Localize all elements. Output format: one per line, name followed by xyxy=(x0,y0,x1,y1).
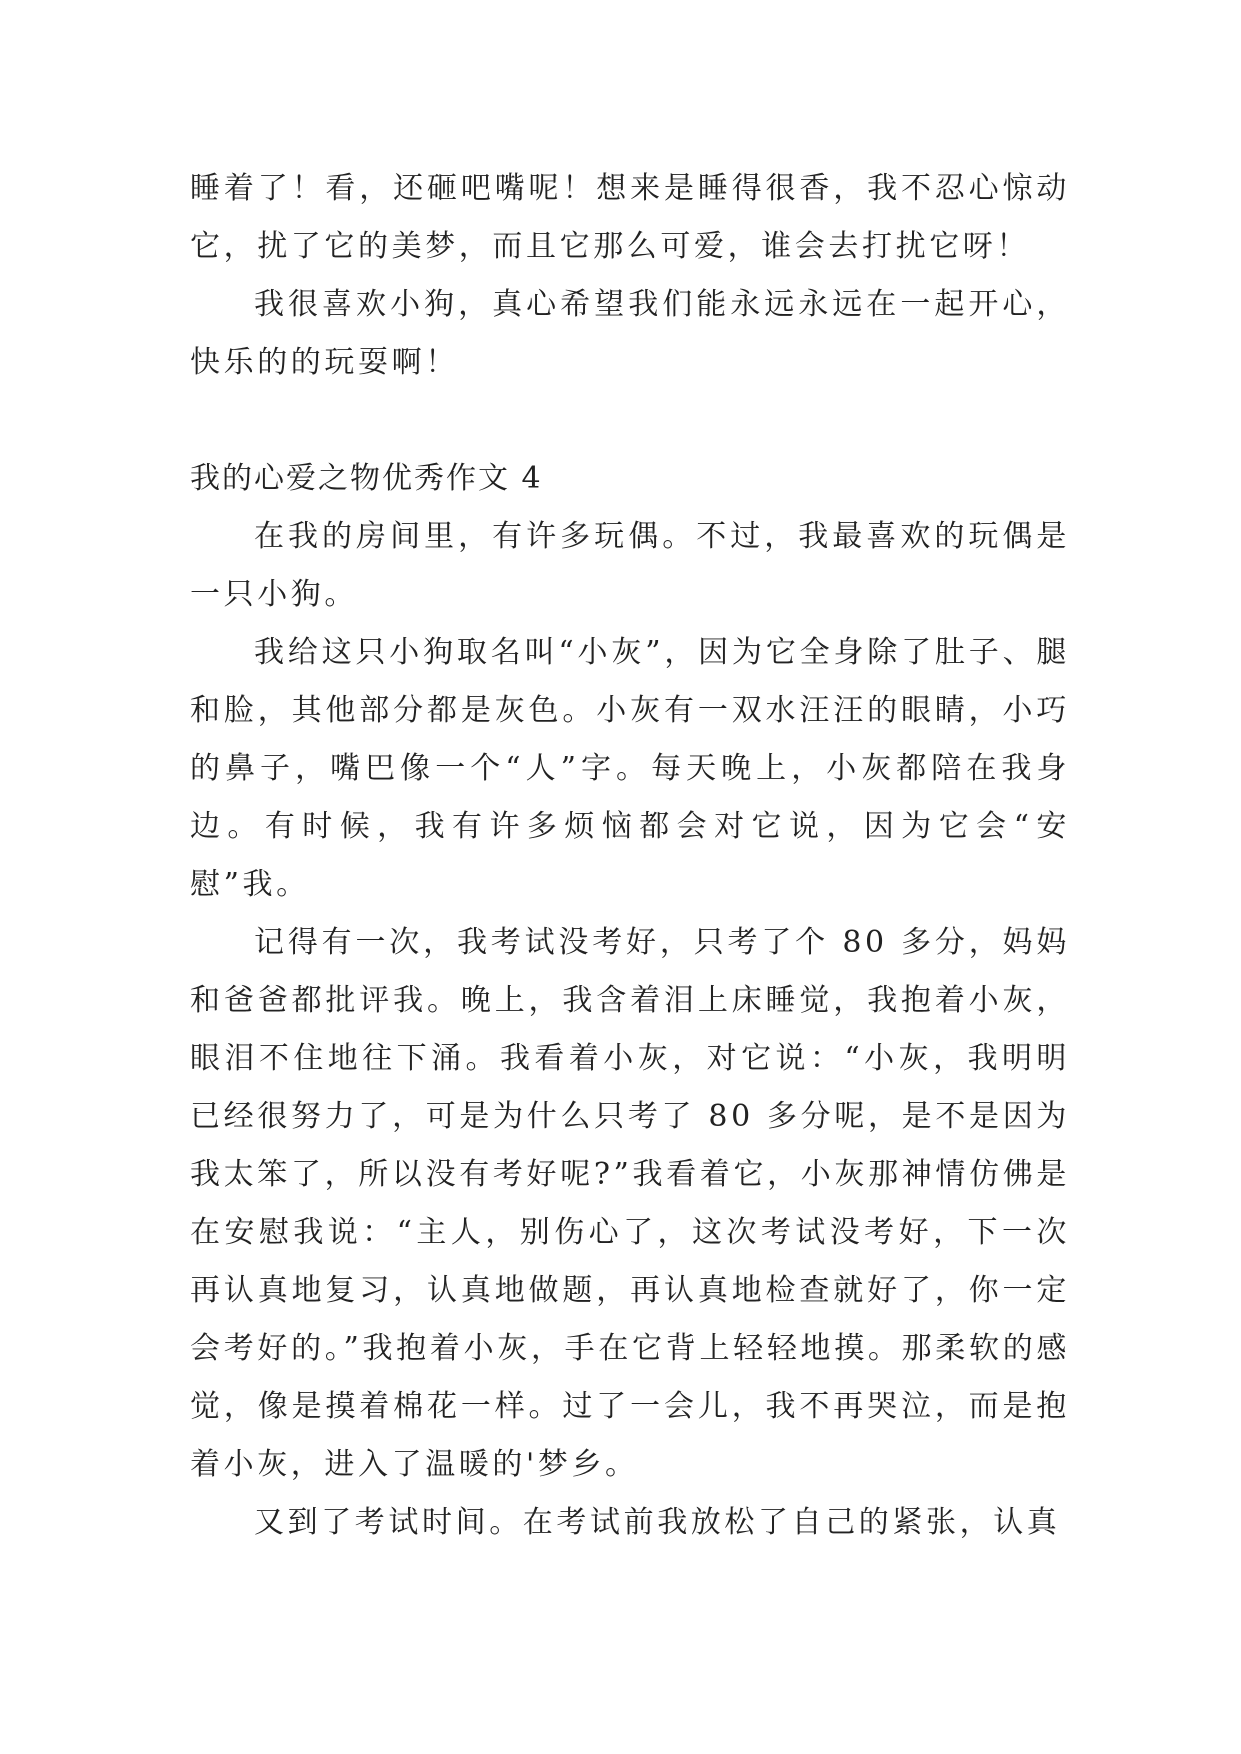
paragraph: 又到了考试时间。在考试前我放松了自己的紧张，认真 xyxy=(254,1505,1061,1540)
paragraph: 在我的房间里，有许多玩偶。不过，我最喜欢的玩偶是一只小狗。 xyxy=(190,519,1070,612)
paragraph-continued: 睡着了！看，还砸吧嘴呢！想来是睡得很香，我不忍心惊动它，扰了它的美梦，而且它那么可爱，谁会去打扰它呀！ xyxy=(190,171,1070,264)
paragraph: 我给这只小狗取名叫“小灰”，因为它全身除了肚子、腿和脸，其他部分都是灰色。小灰有一双水汪汪的眼睛，小巧的鼻子，嘴巴像一个“人”字。每天晚上，小灰都陪在我身边。有时候，我有许多烦恼都会对它说，因为它会“安慰”我。 xyxy=(190,635,1070,902)
section-heading: 我的心爱之物优秀作文 4 xyxy=(190,461,543,496)
paragraph: 记得有一次，我考试没考好，只考了个 80 多分，妈妈和爸爸都批评我。晚上，我含着泪上床睡觉，我抱着小灰，眼泪不住地往下涌。我看着小灰，对它说：“小灰，我明明已经很努力了，可是为什么只考了 80 多分呢，是不是因为我太笨了，所以没有考好呢?”我看着它，小灰那神情仿佛是在安慰我说：“主人，别伤心了，这次考试没考好，下一次再认真地复习，认真地做题，再认真地检查就好了，你一定会考好的。”我抱着小灰，手在它背上轻轻地摸。那柔软的感觉，像是摸着棉花一样。过了一会儿，我不再哭泣，而是抱着小灰，进入了温暖的'梦乡。 xyxy=(190,925,1070,1482)
document-body xyxy=(190,160,1070,1552)
paragraph: 我很喜欢小狗，真心希望我们能永远永远在一起开心，快乐的的玩耍啊！ xyxy=(190,287,1070,380)
